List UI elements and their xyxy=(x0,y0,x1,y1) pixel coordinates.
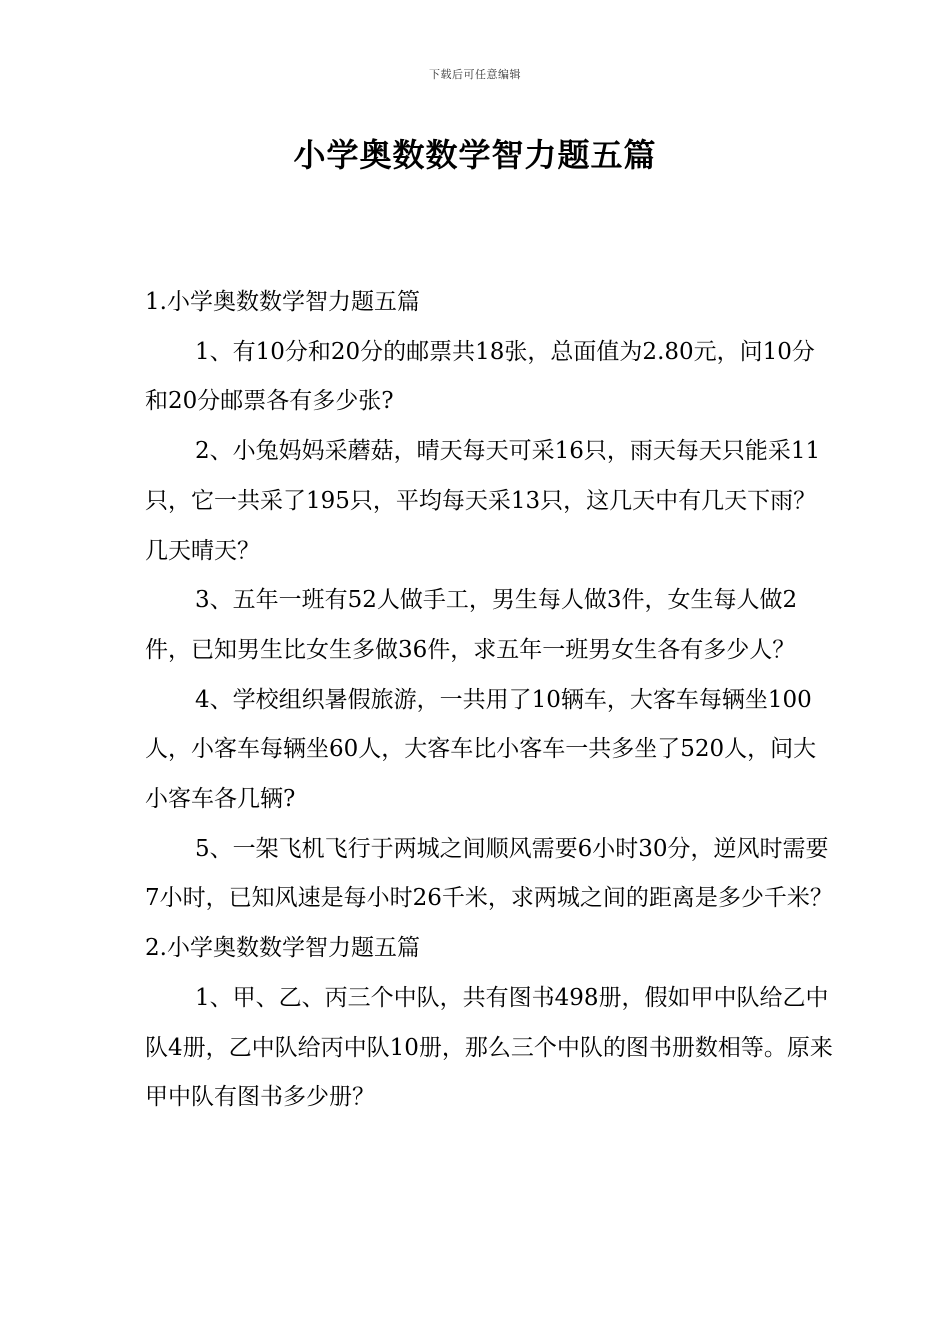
document-title: 小学奥数数学智力题五篇 xyxy=(293,136,657,174)
question-paragraph: 2、小兔妈妈采蘑菇，晴天每天可采16只，雨天每天只能采11只，它一共采了195只，平均每天采13只，这几天中有几天下雨？几天晴天？ xyxy=(145,438,821,564)
document-body xyxy=(145,278,835,1123)
section-1 xyxy=(145,278,835,924)
section-2 xyxy=(145,924,835,1123)
section-heading: 1.小学奥数数学智力题五篇 xyxy=(145,289,420,315)
section-heading: 2.小学奥数数学智力题五篇 xyxy=(145,935,420,962)
question-paragraph: 3、五年一班有52人做手工，男生每人做3件，女生每人做2件，已知男生比女生多做36件，求五年一班男女生各有多少人？ xyxy=(145,587,798,663)
question-paragraph: 1、有10分和20分的邮票共18张，总面值为2.80元，问10分和20分邮票各有多少张? xyxy=(145,338,815,415)
question-paragraph: 4、学校组织暑假旅游，一共用了10辆车，大客车每辆坐100人，小客车每辆坐60人，大客车比小客车一共多坐了520人，问大小客车各几辆? xyxy=(145,686,817,813)
header-note: 下载后可任意编辑 xyxy=(429,68,521,81)
question-paragraph: 5、一架飞机飞行于两城之间顺风需要6小时30分，逆风时需要7小时，已知风速是每小时26千米，求两城之间的距离是多少千米？ xyxy=(145,835,833,912)
question-paragraph: 1、甲、乙、丙三个中队，共有图书498册，假如甲中队给乙中队4册，乙中队给丙中队10册，那么三个中队的图书册数相等。原来甲中队有图书多少册？ xyxy=(145,984,833,1111)
